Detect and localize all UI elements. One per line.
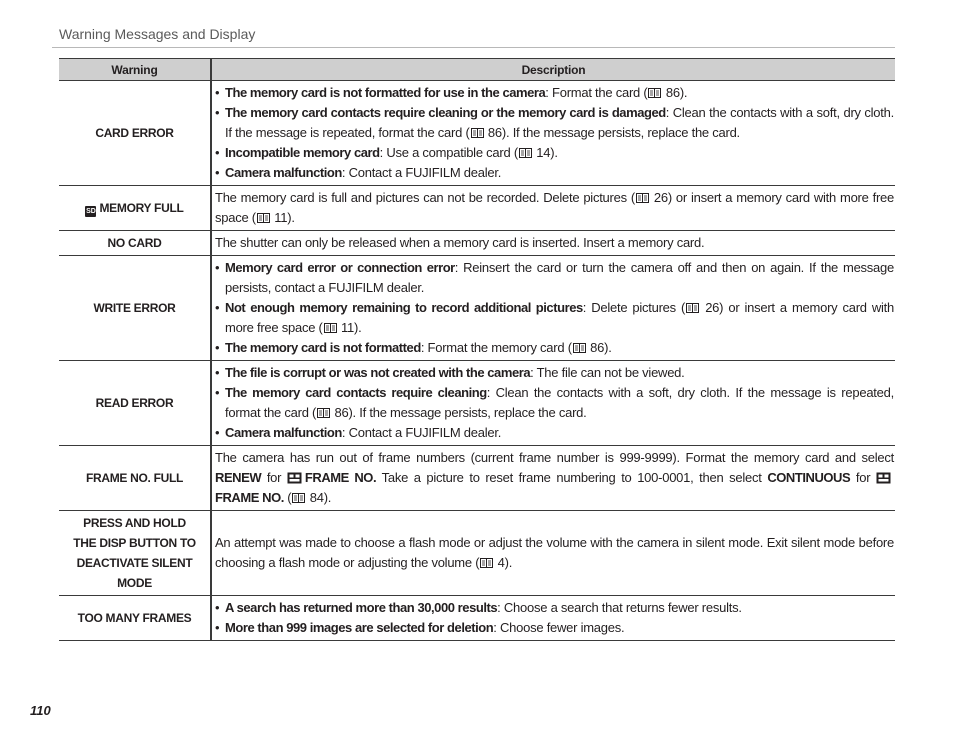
description-memory-full: The memory card is full and pictures can not be recorded. Delete pictures ( 26) or insert a memory card with more free space ( 11). bbox=[211, 186, 895, 231]
sd-card-icon: SD bbox=[86, 208, 96, 215]
table-row bbox=[59, 186, 895, 231]
book-reference-icon bbox=[686, 303, 699, 313]
list-item: • The memory card is not formatted for use in the camera: Format the card ( 86). bbox=[215, 83, 894, 103]
table-header-row bbox=[59, 59, 895, 81]
bullet: • bbox=[215, 145, 220, 160]
description-silent-mode: An attempt was made to choose a flash mode or adjust the volume with the camera in silent mode. Exit silent mode before choosing a flash mode or adjusting the volume ( 4). bbox=[211, 511, 895, 596]
bullet: • bbox=[215, 165, 220, 180]
bullet: • bbox=[215, 300, 220, 315]
description-card-error bbox=[211, 81, 895, 186]
description-no-card: The shutter can only be released when a memory card is inserted. Insert a memory card. bbox=[211, 231, 895, 256]
list-item: • More than 999 images are selected for deletion: Choose fewer images. bbox=[215, 618, 894, 638]
list-item: • Not enough memory remaining to record additional pictures: Delete pictures ( 26) or insert a memory card with more free space ( 11). bbox=[215, 298, 894, 338]
bullet: • bbox=[215, 340, 220, 355]
book-reference-icon bbox=[324, 323, 337, 333]
warning-card-error: CARD ERROR bbox=[59, 81, 211, 186]
warning-memory-full: SD MEMORY FULL bbox=[59, 186, 211, 231]
bullet: • bbox=[215, 105, 220, 120]
table-row bbox=[59, 361, 895, 446]
description-too-many-frames bbox=[211, 596, 895, 641]
book-reference-icon bbox=[292, 493, 305, 503]
list-item: • The memory card contacts require cleaning or the memory card is damaged: Clean the contacts with a soft, dry cloth. If the message is repeated, format the card ( 86). If the message persists, replace the card. bbox=[215, 103, 894, 143]
description-write-error bbox=[211, 256, 895, 361]
playback-menu-icon bbox=[287, 472, 302, 484]
warning-messages-table bbox=[59, 58, 895, 641]
list-item: • Camera malfunction: Contact a FUJIFILM dealer. bbox=[215, 423, 894, 443]
column-header-description: Description bbox=[211, 59, 895, 81]
warning-frame-no-full: FRAME NO. FULL bbox=[59, 446, 211, 511]
book-reference-icon bbox=[573, 343, 586, 353]
list-item: • The file is corrupt or was not created with the camera: The file can not be viewed. bbox=[215, 363, 894, 383]
section-title: Warning Messages and Display bbox=[59, 26, 256, 42]
bullet: • bbox=[215, 385, 220, 400]
table-row bbox=[59, 596, 895, 641]
description-frame-no-full: The camera has run out of frame numbers (current frame number is 999-9999). Format the memory card and select RENEW for FRAME NO. Take a picture to reset frame numbering to 100-0001, then select CONTINUOUS for FRAME NO. ( 84). bbox=[211, 446, 895, 511]
list-item: • Incompatible memory card: Use a compatible card ( 14). bbox=[215, 143, 894, 163]
warning-silent-mode: PRESS AND HOLD THE DISP BUTTON TO DEACTIVATE SILENT MODE bbox=[59, 511, 211, 596]
description-read-error bbox=[211, 361, 895, 446]
bullet: • bbox=[215, 260, 220, 275]
playback-menu-icon bbox=[876, 472, 891, 484]
list-item: • The memory card contacts require cleaning: Clean the contacts with a soft, dry cloth. If the message is repeated, format the card ( 86). If the message persists, replace the card. bbox=[215, 383, 894, 423]
table-row bbox=[59, 511, 895, 596]
table-row bbox=[59, 256, 895, 361]
book-reference-icon bbox=[519, 148, 532, 158]
section-divider bbox=[52, 47, 895, 48]
warning-read-error: READ ERROR bbox=[59, 361, 211, 446]
bullet: • bbox=[215, 620, 220, 635]
page-number: 110 bbox=[30, 703, 51, 718]
list-item: • A search has returned more than 30,000 results: Choose a search that returns fewer results. bbox=[215, 598, 894, 618]
book-reference-icon bbox=[317, 408, 330, 418]
table-row bbox=[59, 231, 895, 256]
book-reference-icon bbox=[471, 128, 484, 138]
table-row bbox=[59, 446, 895, 511]
bullet: • bbox=[215, 365, 220, 380]
list-item: • The memory card is not formatted: Format the memory card ( 86). bbox=[215, 338, 894, 358]
warning-write-error: WRITE ERROR bbox=[59, 256, 211, 361]
list-item: • Memory card error or connection error: Reinsert the card or turn the camera off and then on again. If the message persists, contact a FUJIFILM dealer. bbox=[215, 258, 894, 298]
book-reference-icon bbox=[648, 88, 661, 98]
warning-too-many-frames: TOO MANY FRAMES bbox=[59, 596, 211, 641]
column-header-warning: Warning bbox=[59, 59, 211, 81]
table-row bbox=[59, 81, 895, 186]
book-reference-icon bbox=[257, 213, 270, 223]
list-item: • Camera malfunction: Contact a FUJIFILM dealer. bbox=[215, 163, 894, 183]
bullet: • bbox=[215, 600, 220, 615]
warning-no-card: NO CARD bbox=[59, 231, 211, 256]
bullet: • bbox=[215, 425, 220, 440]
book-reference-icon bbox=[480, 558, 493, 568]
bullet: • bbox=[215, 85, 220, 100]
book-reference-icon bbox=[636, 193, 649, 203]
